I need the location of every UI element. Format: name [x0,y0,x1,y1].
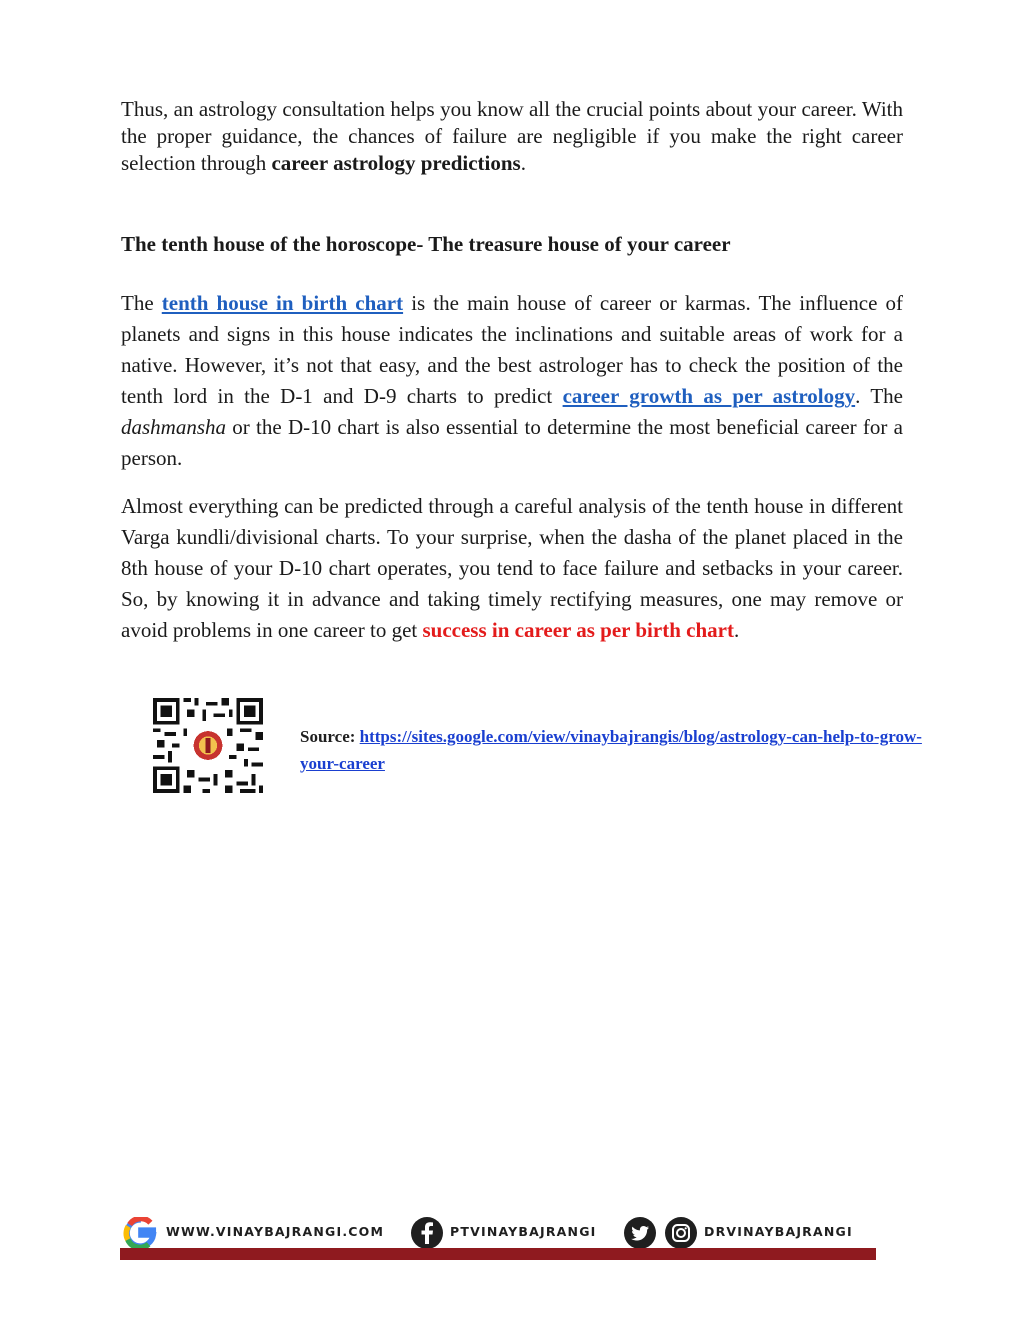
text-span: The [121,291,162,315]
bold-phrase: career astrology predictions [271,151,521,175]
qr-code-icon [153,698,263,793]
tenth-house-link[interactable]: tenth house in birth chart [161,291,404,315]
red-phrase: success in career as per birth chart [422,618,734,642]
footer-facebook: PTVINAYBAJRANGI [450,1224,597,1239]
text-span: Thus, an astrology consultation helps you know all the crucial points about your career. With the proper guidance, the chances of failure are negligible if you make the right career selection through [121,97,903,175]
google-icon [122,1217,160,1249]
text-span: . [733,618,740,642]
footer-social: DRVINAYBAJRANGI [704,1224,853,1239]
italic-term: dashmansha [121,415,227,439]
text-span: is the main house of career or karmas. The influence of planets and signs in this house indicates the inclinations and suitable areas of work for a native. However, it’s not that easy, and the best astrologer has to check the position of the tenth lord in the D-1 and D-9 charts to predict [121,291,903,408]
career-growth-link[interactable]: career growth as per astrology [562,384,856,408]
section-heading: The tenth house of the horoscope- The treasure house of your career [121,232,731,256]
twitter-icon [622,1216,658,1250]
paragraph-intro [121,96,903,177]
facebook-icon [410,1216,444,1250]
source-label: Source: [300,727,356,746]
text-span: . The [855,384,903,408]
text-span: . [520,151,526,175]
instagram-icon [664,1216,698,1250]
source-citation [300,723,940,777]
paragraph-tenth-house [121,288,903,474]
footer-website: WWW.VINAYBAJRANGI.COM [166,1224,385,1239]
text-span: or the D-10 chart is also essential to determine the most beneficial career for a person. [121,415,903,470]
footer-bar [120,1248,876,1260]
source-link[interactable]: https://sites.google.com/view/vinaybajrangis/blog/astrology-can-help-to-grow-your-career [300,727,922,773]
paragraph-varga [121,491,903,646]
text-span: Almost everything can be predicted through a careful analysis of the tenth house in different Varga kundli/divisional charts. To your surprise, when the dasha of the planet placed in the 8th house of your D-10 chart operates, you tend to face failure and setbacks in your career. So, by knowing it in advance and taking timely rectifying measures, one may remove or avoid problems in one career to get [121,494,903,642]
